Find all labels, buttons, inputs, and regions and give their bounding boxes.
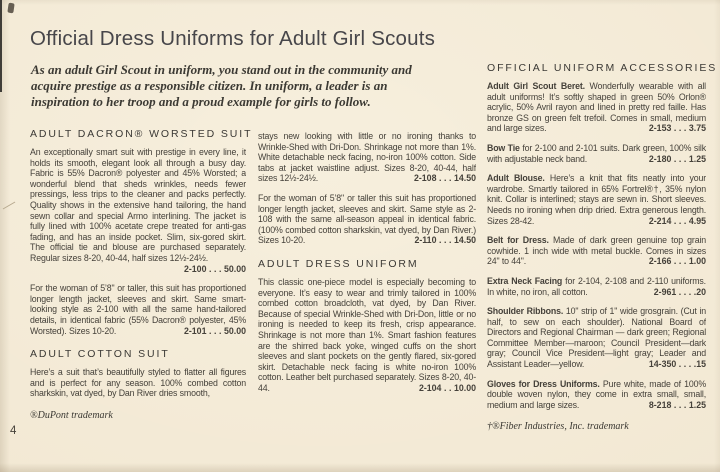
section-heading: ADULT COTTON SUIT (30, 348, 170, 361)
accessory-item-beret (487, 81, 706, 134)
accessory-text: Here’s a knit that fits neatly into your wardrobe. Smartly tailored in 65% Fortrel®†, 35% nylon knit. Collar is interlined; stays are sewn in. Short sleeves. Needs no ironing when drip dried. Extra generous length. Sizes 28-42. (487, 173, 706, 226)
accessory-lead: Extra Neck Facing (487, 275, 563, 286)
paragraph (258, 131, 476, 184)
scan-scratch-artifact (3, 202, 16, 210)
accessory-lead: Adult Girl Scout Beret. (487, 81, 585, 91)
accessory-lead: Bow Tie (487, 142, 520, 153)
accessory-item-shoulder-ribbons (487, 306, 706, 370)
catalog-number-price: 2-214 . . . 4.95 (648, 215, 706, 226)
accessory-text: Pure white, made of 100% double woven nylon, they come in extra small, small, medium and large sizes. (487, 378, 706, 410)
section-dress-uniform (258, 258, 476, 394)
paragraph-text: This classic one-piece model is especially becoming to everyone. It’s easy to wear and trimly tailored in 100% combed cotton broadcloth, vat dyed, by Dan River. Because of special Wrinkle-Shed with Dri-Don, little or no ironing is needed to keep its fresh, crisp appearance. Shrinkage is not more than 1%. Smart fashion features are the shirred back yoke, winged cuffs on the short sleeves and slant pockets on the gently flared, six-gored skirt. Detachable neck facing is white no-iron 100% cotton. Leather belt purchased separately. Sizes 8-20, 40-44. (258, 276, 476, 393)
paragraph-text: An exceptionally smart suit with prestige in every line, it holds its smooth, elegant look all through a busy day. Fabric is 55% Dacron® polyester and 45% Worsted; a wonderful blend that sheds wrinkles, needs fewer pressings, less trips to the cleaner and packs perfectly. Quality shows in the extensive hand tailoring, the hand sewn collar and special Armo interlining. The jacket is fully lined with 100% acetate crepe treated for anti-gas fading, and has an inside pocket. Slim, six-gored skirt. The official tie and blouse are purchased separately. Regular sizes 8-20, 40-44, half sizes 12½-24½. (30, 147, 246, 263)
section-dacron-worsted-suit (30, 128, 253, 336)
catalog-number-price: 2-100 . . . 50.00 (183, 263, 246, 274)
catalog-number-price: 2-153 . . . 3.75 (648, 123, 706, 134)
section-heading-accessories: OFFICIAL UNIFORM ACCESSORIES (487, 62, 718, 74)
paragraph-text: For the woman of 5’8" or taller, this suit has proportioned longer length jacket, sleeves and skirt. Same smart-looking style as 2-100 with all the same hand-tailored details, in identical fabric (55% Dacron® polyester, 45% Worsted). Sizes 10-20. (30, 283, 246, 336)
accessory-item-neck-facing (487, 276, 706, 297)
accessory-item-belt (487, 235, 706, 267)
scan-edge-artifact (0, 0, 2, 92)
catalog-number-price: 2-180 . . . 1.25 (648, 153, 706, 164)
paragraph (30, 367, 246, 399)
paragraph (258, 193, 476, 246)
footnote-fiber-industries: †®Fiber Industries, Inc. trademark (487, 421, 629, 433)
accessory-item-gloves (487, 379, 706, 411)
accessory-text: for 2-104, 2-108 and 2-110 uniforms. In white, no iron, all cotton. (487, 275, 706, 297)
footnote-dupont: ®DuPont trademark (30, 409, 113, 421)
catalog-number-price: 2-961 . . . .20 (653, 286, 706, 297)
accessory-lead: Gloves for Dress Uniforms. (487, 378, 600, 389)
accessory-item-bow-tie (487, 143, 706, 164)
section-cotton-suit (30, 348, 246, 399)
catalog-number-price: 2-108 . . . 14.50 (413, 173, 476, 184)
paragraph-text: stays new looking with little or no ironing thanks to Wrinkle-Shed with Dri-Don. Shrinkage not more than 1%. White detachable neck facing, no-iron 100% cotton. Side tabs at jacket waistline adjust. Sizes 8-20, 40-44, half sizes 12½-24½. (258, 131, 476, 184)
catalog-number-price: 2-110 . . . 14.50 (414, 235, 476, 246)
page-title: Official Dress Uniforms for Adult Girl Scouts (30, 27, 436, 50)
paragraph (30, 283, 246, 336)
accessory-lead: Shoulder Ribbons. (487, 306, 564, 317)
accessory-lead: Belt for Dress. (487, 235, 549, 246)
page-number: 4 (10, 425, 17, 437)
accessory-text: Made of dark green genuine top grain cowhide. 1 inch wide with metal buckle. Comes in sizes 24" to 44". (487, 235, 706, 267)
column-right (487, 62, 718, 433)
catalog-number-price: 2-104 . . 10.00 (418, 382, 476, 393)
paragraph-text: Here’s a suit that’s beautifully styled to flatter all figures and is perfect for any season. 100% combed cotton sharkskin, vat dyed, by Dan River dries smooth, (30, 367, 246, 399)
catalog-number-price: 2-101 . . . 50.00 (183, 325, 246, 336)
column-middle (258, 131, 476, 402)
accessory-lead: Adult Blouse. (487, 173, 545, 184)
section-heading: ADULT DACRON® WORSTED SUIT (30, 128, 253, 140)
accessory-text: 10" strip of 1" wide grosgrain. (Cut in half, to sew on each shoulder). National Board of Directors and Regional Chairman — dark green; Regional Committee Member—maroon; Council President—dark gray; Council Vice President—light gray; Leader and Assistant Leader—yellow. (487, 306, 706, 370)
paragraph-text: For the woman of 5’8" or taller this suit has proportioned longer length jacket, sleeves and skirt. Same style as 2-108 with the same all-season appeal in identical fabric. (100% combed cotton sharkskin, vat dyed, by Dan River.) Sizes 10-20. (258, 192, 476, 246)
paragraph (30, 147, 246, 274)
intro-text: As an adult Girl Scout in uniform, you stand out in the community and acquire prestige as a responsible citizen. In uniform, a leader is an inspiration to her troop and a proud example for girls to follow. (31, 62, 412, 109)
accessory-item-adult-blouse (487, 173, 706, 226)
catalog-number-price: 14-350 . . . .15 (648, 359, 706, 370)
scan-spot-artifact (7, 3, 14, 14)
catalog-number-price: 2-166 . . . 1.00 (648, 256, 706, 267)
section-heading: ADULT DRESS UNIFORM (258, 257, 419, 270)
section-cotton-suit-continued (258, 131, 476, 246)
catalog-number-price: 8-218 . . . 1.25 (648, 399, 706, 410)
paragraph (258, 277, 476, 394)
accessory-text: Wonderfully wearable with all adult uniforms! It’s softly shaped in green 50% Orlon® acrylic, 50% Avril rayon and lined in pretty red faille. Has bronze GS on green felt trefoil. Comes in small, medium and large sizes. (487, 81, 706, 134)
column-left (30, 128, 253, 421)
accessory-text: for 2-100 and 2-101 suits. Dark green, 100% silk with adjustable neck band. (487, 142, 706, 164)
